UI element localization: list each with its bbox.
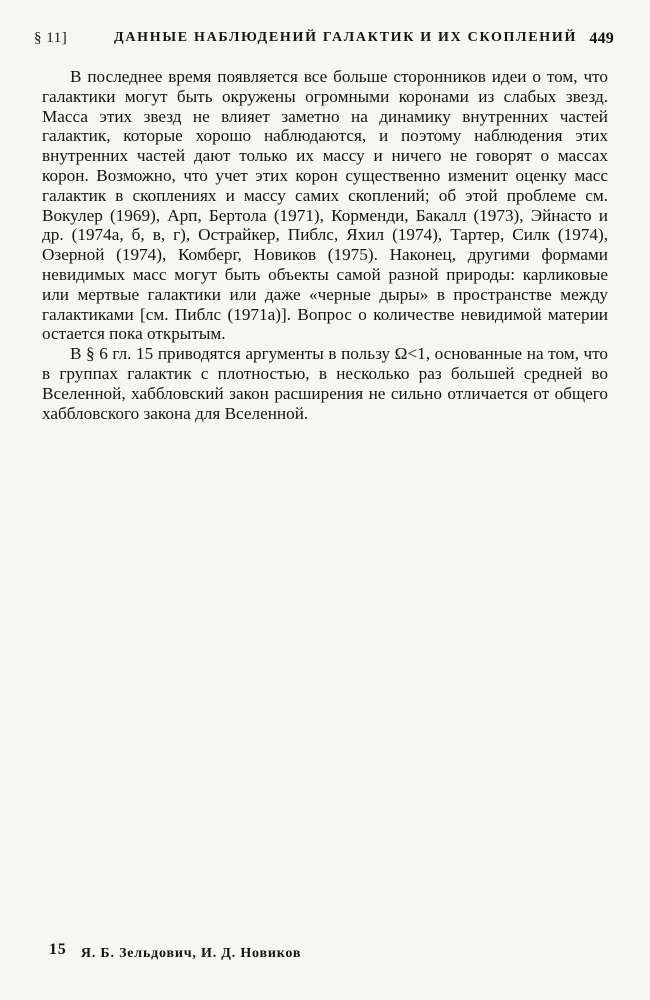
running-title: ДАННЫЕ НАБЛЮДЕНИЙ ГАЛАКТИК И ИХ СКОПЛЕНИЙ [114,30,578,45]
page-number: 449 [589,30,614,47]
paragraph-2: В § 6 гл. 15 приводятся аргументы в пользу Ω<1, основанные на том, что в группах галактик с плотностью, в несколько раз большей средней во Вселенной, хаббловский закон расширения не сильно отличается от общего хаббловского закона для Вселенной. [42,344,608,423]
body-text [42,67,608,423]
signature-line [49,941,302,962]
paragraph-1: В последнее время появляется все больше сторонников идеи о том, что галактики могут быть окружены огромными коронами из слабых звезд. Масса этих звезд не влияет заметно на динамику внутренних частей галактик, которые хорошо наблюдаются, и поэтому наблюдения этих внутренних частей дают только их массу и ничего не говорят о массах корон. Возможно, что учет этих корон существенно изменит оценку масс галактик в скоплениях и массу самих скоплений; об этой проблеме см. Вокулер (1969), Арп, Бертола (1971), Корменди, Бакалл (1973), Эйнасто и др. (1974а, б, в, г), Острайкер, Пиблс, Яхил (1974), Тартер, Силк (1974), Озерной (1974), Комберг, Новиков (1975). Наконец, другими формами невидимых масс могут быть объекты самой разной природы: карликовые или мертвые галактики или даже «черные дыры» в пространстве между галактиками [см. Пиблс (1971а)]. Вопрос о количестве невидимой материи остается пока открытым. [42,67,608,344]
signature-number: 15 [49,941,67,958]
section-marker: § 11] [34,30,68,46]
running-header [34,30,614,50]
signature-text: Я. Б. Зельдович, И. Д. Новиков [80,946,302,961]
